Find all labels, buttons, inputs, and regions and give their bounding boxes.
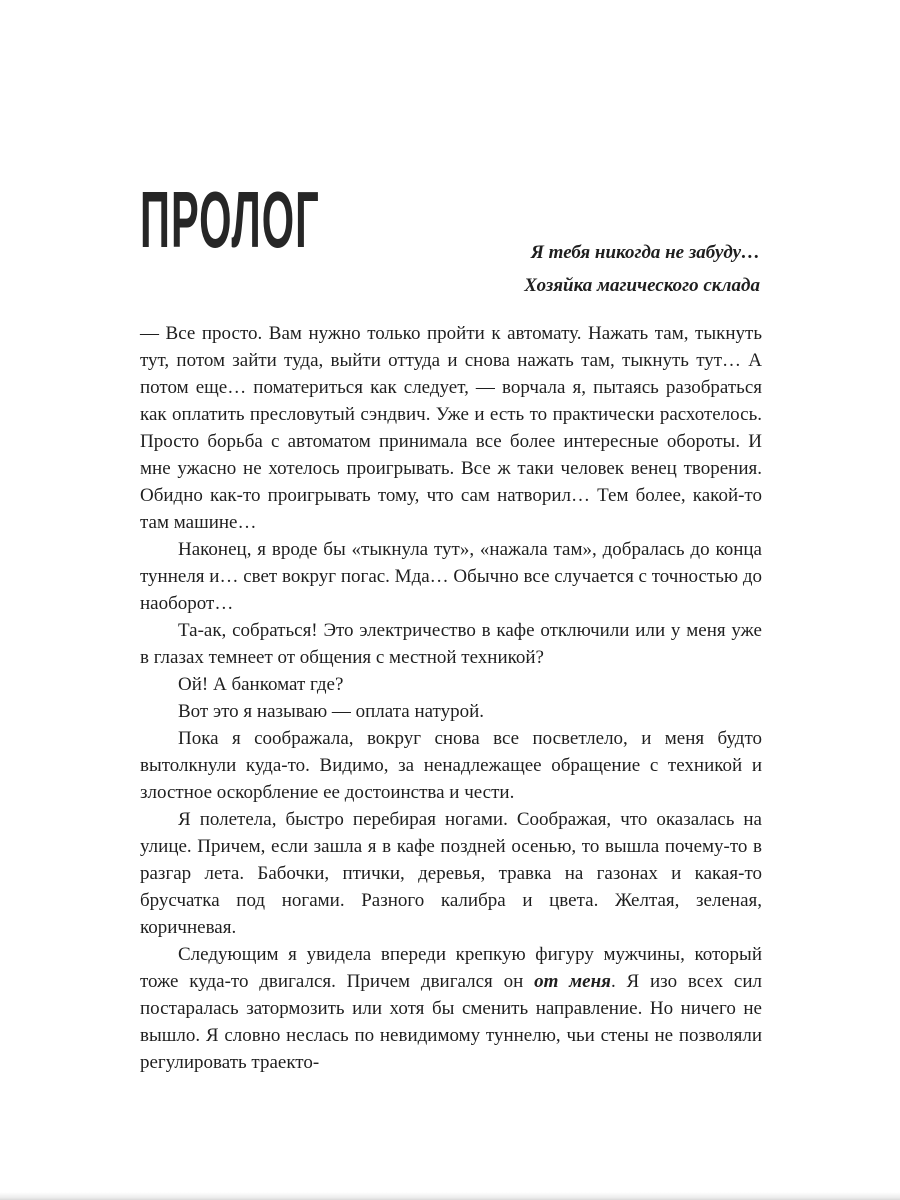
paragraph: [140, 671, 762, 698]
text-segment: Вот это я называю — оплата натурой.: [178, 701, 485, 722]
text-segment: Наконец, я вроде бы «тыкнула тут», «нажала там», добралась до конца туннеля и… свет вокруг погас. Мда… Обычно все случается с точностью до наоборот…: [140, 539, 763, 614]
chapter-title: ПРОЛОГ: [140, 174, 320, 264]
paragraph: [140, 320, 762, 536]
epigraph: [524, 236, 760, 302]
paragraph: [140, 536, 762, 617]
page-bottom-edge: [0, 1192, 900, 1200]
text-segment: — Все просто. Вам нужно только пройти к автомату. Нажать там, тыкнуть тут, потом зайти туда, выйти оттуда и снова нажать там, тыкнуть тут… А потом еще… поматериться как следует, — ворчала я, пытаясь разобраться как оплатить пресловутый сэндвич. Уже и есть то практически расхотелось. Просто борьба с автоматом принимала все более интересные обороты. И мне ужасно не хотелось проигрывать. Все ж таки человек венец творения. Обидно как-то проигрывать тому, что сам натворил… Тем более, какой-то там машине…: [140, 323, 762, 533]
epigraph-line-1: Я тебя никогда не забуду…: [530, 242, 760, 263]
paragraph: [140, 941, 762, 1076]
paragraph: [140, 617, 762, 671]
paragraph: [140, 725, 762, 806]
body-text: [140, 320, 762, 1076]
text-segment: Та-ак, собраться! Это электричество в кафе отключили или у меня уже в глазах темнеет от общения с местной техникой?: [140, 620, 762, 668]
epigraph-line-2: Хозяйка магического склада: [524, 275, 760, 296]
emphasis-text: от меня: [534, 971, 611, 992]
text-segment: Пока я соображала, вокруг снова все посветлело, и меня будто вытолкнули куда-то. Видимо, за ненадлежащее обращение с техникой и злостное оскорбление ее достоинства и чести.: [140, 728, 762, 803]
text-segment: Я полетела, быстро перебирая ногами. Соображая, что оказалась на улице. Причем, если зашла я в кафе поздней осенью, то вышла почему-то в разгар лета. Бабочки, птички, деревья, травка на газонах и какая-то брусчатка под ногами. Разного калибра и цвета. Желтая, зеленая, коричневая.: [140, 809, 762, 938]
paragraph: [140, 698, 762, 725]
text-segment: Ой! А банкомат где?: [178, 674, 344, 695]
text-segment: . Я изо всех сил постаралась затормозить или хотя бы сменить направление. Но ничего не вышло. Я словно неслась по невидимому туннелю, чьи стены не позволяли регулировать траекто-: [140, 971, 762, 1073]
paragraph: [140, 806, 762, 941]
text-segment: Следующим я увидела впереди крепкую фигуру мужчины, который тоже куда-то двигался. Причем двигался он: [140, 944, 762, 992]
